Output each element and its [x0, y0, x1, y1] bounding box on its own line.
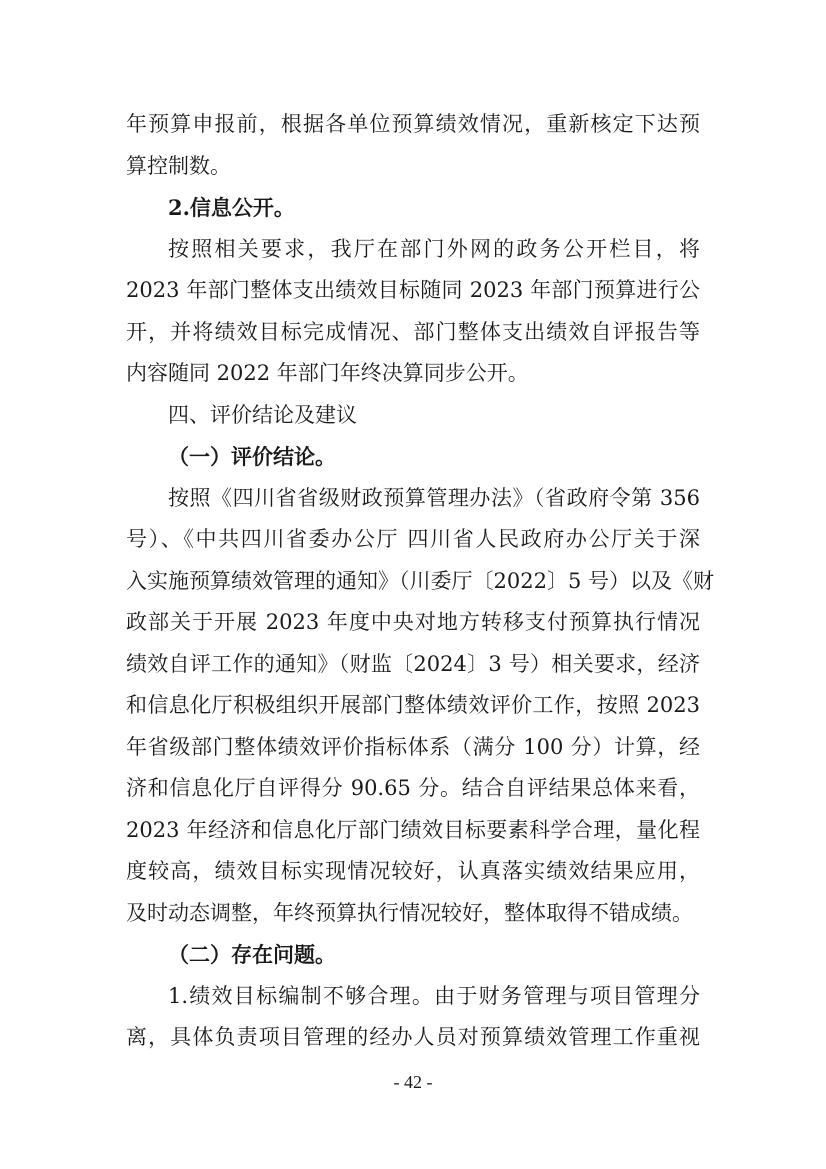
text-line: 按照相关要求，我厅在部门外网的政务公开栏目，将	[168, 236, 700, 261]
text-line: 2023 年部门整体支出绩效目标随同 2023 年部门预算进行公	[126, 278, 700, 302]
text-line: 号）、《中共四川省委办公厅 四川省人民政府办公厅关于深	[126, 527, 700, 551]
text-line: 开，并将绩效目标完成情况、部门整体支出绩效自评报告等	[126, 319, 700, 344]
heading-problems: （二）存在问题。	[168, 942, 336, 967]
page-number: - 42 -	[393, 1072, 433, 1092]
text-line: 和信息化厅积极组织开展部门整体绩效评价工作，按照 2023	[126, 693, 700, 717]
text-line: 度较高，绩效目标实现情况较好，认真落实绩效结果应用，	[126, 859, 700, 883]
text-line: 济和信息化厅自评得分 90.65 分。结合自评结果总体来看，	[126, 776, 700, 800]
heading-info-disclosure: 2.信息公开。	[168, 195, 295, 220]
text-line: 入实施预算绩效管理的通知》（川委厅〔2022〕5 号）以及《财	[126, 568, 714, 593]
text-line: 年省级部门整体绩效评价指标体系（满分 100 分）计算，经	[126, 734, 700, 759]
text-line: 年预算申报前，根据各单位预算绩效情况，重新核定下达预	[126, 112, 700, 136]
paragraph-info-disclosure	[126, 229, 700, 395]
text-line: 算控制数。	[126, 153, 231, 178]
text-line: 2023 年经济和信息化厅部门绩效目标要素科学合理，量化程	[126, 817, 700, 842]
paragraph-continuation	[126, 104, 700, 187]
paragraph-conclusion	[126, 478, 714, 935]
text-line: 内容随同 2022 年部门年终决算同步公开。	[126, 361, 529, 385]
text-line: 政部关于开展 2023 年度中央对地方转移支付预算执行情况	[126, 610, 700, 634]
text-line: 及时动态调整，年终预算执行情况较好，整体取得不错成绩。	[126, 900, 693, 925]
heading-conclusion: （一）评价结论。	[168, 444, 336, 469]
text-line: 1.绩效目标编制不够合理。由于财务管理与项目管理分	[168, 983, 700, 1008]
text-line: 按照《四川省省级财政预算管理办法》（省政府令第 356	[168, 485, 700, 510]
text-line: 离，具体负责项目管理的经办人员对预算绩效管理工作重视	[126, 1025, 700, 1049]
document-body	[126, 104, 714, 1059]
heading-section-4: 四、评价结论及建议	[168, 402, 357, 427]
paragraph-problems	[126, 976, 700, 1059]
text-line: 绩效自评工作的通知》（财监〔2024〕3 号）相关要求，经济	[126, 651, 700, 676]
